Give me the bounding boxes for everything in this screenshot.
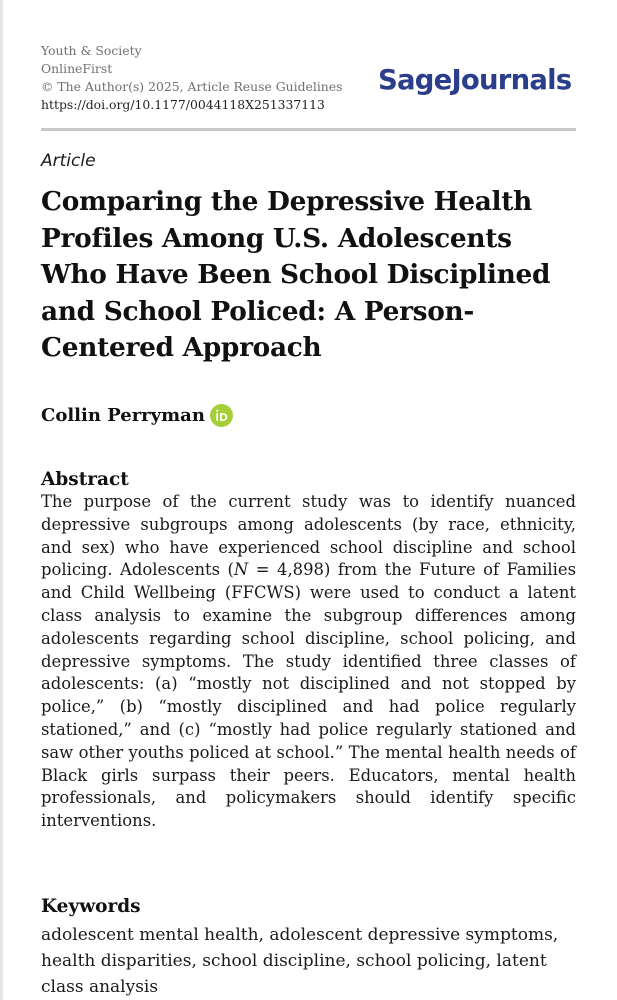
journal-meta xyxy=(41,42,342,114)
page-edge xyxy=(0,0,3,1000)
abstract-text-part-1: The purpose of the current study was to identify nuanced depressive subgroups among adolescents (by race, ethnicity, and sex) who have experienced school discipline and school policing. Adolescents ( xyxy=(41,492,576,580)
header-divider xyxy=(41,128,576,131)
abstract-text xyxy=(41,491,576,833)
abstract-text-part-2: ) from the Future of Families and Child Wellbeing (FFCWS) were used to conduct a latent class analysis to examine the subgroup differences among adolescents regarding school discipline, school policing, and depressive symptoms. The study identified three classes of adolescents: (a) “mostly not disciplined and not stopped by police,” (b) “mostly disciplined and had police regularly stationed,” and (c) “mostly had police regularly stationed and saw other youths policed at school.” The mental health needs of Black girls surpass their peers. Educators, mental health professionals, and policymakers should identify specific interventions. xyxy=(41,560,576,831)
author-name[interactable]: Collin Perryman xyxy=(41,405,205,426)
sample-size-value: = 4,898 xyxy=(248,560,324,580)
copyright-notice: © The Author(s) 2025, Article Reuse Guidelines xyxy=(41,79,343,94)
author-byline xyxy=(41,404,233,427)
sage-journals-logo: SageJournals xyxy=(378,64,572,96)
keywords-list: adolescent mental health, adolescent depressive symptoms, health disparities, school discipline, school policing, latent class analysis xyxy=(41,925,559,997)
doi-link[interactable]: https://doi.org/10.1177/0044118X251337113 xyxy=(41,97,325,112)
publication-status: OnlineFirst xyxy=(41,61,113,76)
journal-name: Youth & Society xyxy=(41,43,142,58)
sample-size-symbol: N xyxy=(233,560,249,580)
keywords-heading: Keywords xyxy=(41,896,141,917)
article-type-label: Article xyxy=(41,151,96,171)
abstract-heading: Abstract xyxy=(41,469,129,490)
article-title: Comparing the Depressive Health Profiles Among U.S. Adolescents Who Have Been School Disciplined and School Policed: A Person-Centered Approach xyxy=(41,186,551,363)
orcid-icon[interactable] xyxy=(210,404,233,427)
